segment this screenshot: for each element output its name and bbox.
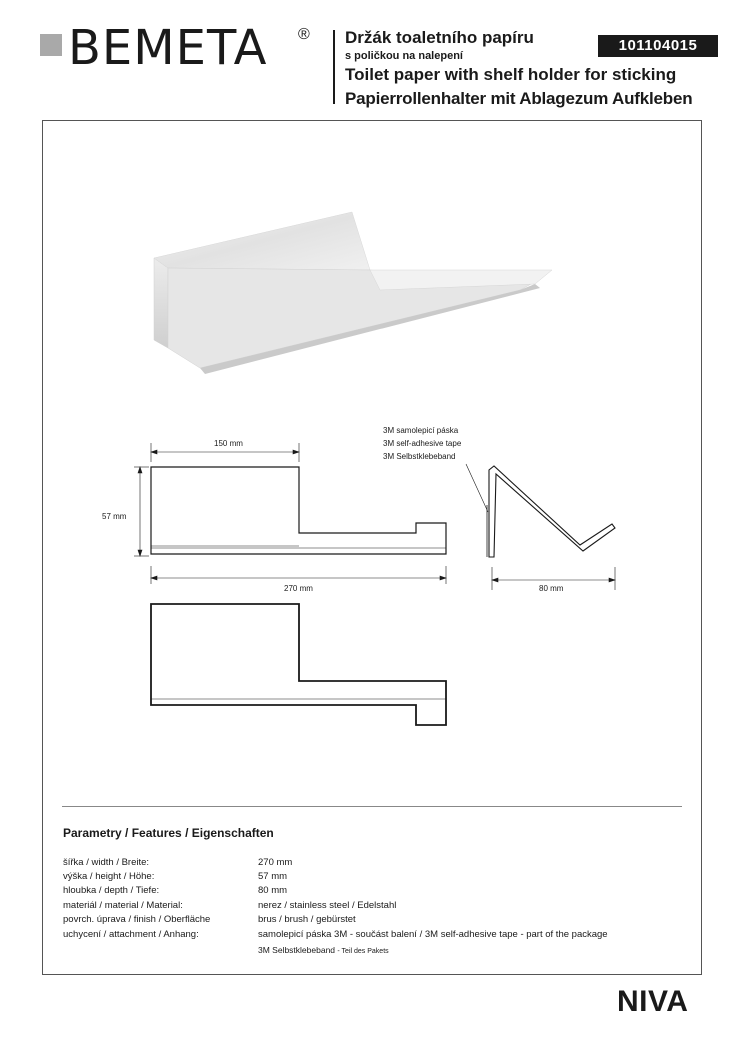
tape-leader-line — [466, 464, 488, 512]
top-view — [151, 604, 446, 725]
spec-extra-main: 3M Selbstklebeband — [258, 945, 336, 955]
series-name: NIVA — [617, 985, 689, 1018]
product-photo — [154, 212, 552, 374]
spec-extra-small: - Teil des Pakets — [337, 948, 389, 955]
dim-depth-label: 80 mm — [539, 584, 564, 593]
tape-label-en: 3M self-adhesive tape — [383, 439, 462, 448]
title-czech: Držák toaletního papíru — [345, 28, 534, 47]
spec-label: materiál / material / Material: — [63, 900, 183, 911]
spec-label: uchycení / attachment / Anhang: — [63, 929, 199, 940]
dim-width-top-label: 150 mm — [214, 439, 243, 448]
spec-value: 270 mm — [258, 857, 293, 868]
side-view — [487, 466, 615, 557]
spec-label: povrch. úprava / finish / Oberfläche — [63, 914, 211, 925]
section-separator — [62, 806, 682, 807]
product-code-badge: 101104015 — [598, 35, 718, 57]
features-heading: Parametry / Features / Eigenschaften — [63, 826, 274, 840]
tape-label-cz: 3M samolepicí páska — [383, 426, 459, 435]
spec-value: 80 mm — [258, 885, 288, 896]
front-view — [151, 467, 446, 554]
spec-value: brus / brush / gebürstet — [258, 914, 356, 925]
spec-value: nerez / stainless steel / Edelstahl — [258, 900, 397, 911]
title-english: Toilet paper with shelf holder for sticking — [345, 65, 677, 84]
spec-attachment-continued — [258, 945, 389, 955]
spec-label: šířka / width / Breite: — [63, 857, 150, 868]
title-german: Papierrollenhalter mit Ablagezum Aufkleben — [345, 89, 693, 108]
dim-height-label: 57 mm — [102, 512, 127, 521]
dim-total-width-label: 270 mm — [284, 584, 313, 593]
dimension-270 — [151, 566, 446, 584]
subtitle-czech: s poličkou na nalepení — [345, 50, 463, 62]
tape-label-de: 3M Selbstklebeband — [383, 452, 456, 461]
spec-value: 57 mm — [258, 871, 288, 882]
spec-label: hloubka / depth / Tiefe: — [63, 885, 160, 896]
spec-label: výška / height / Höhe: — [63, 871, 155, 882]
brand-name: BEMETA — [68, 20, 268, 76]
spec-value: samolepicí páska 3M - součást balení / 3M self-adhesive tape - part of the package — [258, 929, 608, 940]
registered-mark: ® — [298, 26, 310, 43]
dimension-57 — [134, 467, 149, 556]
